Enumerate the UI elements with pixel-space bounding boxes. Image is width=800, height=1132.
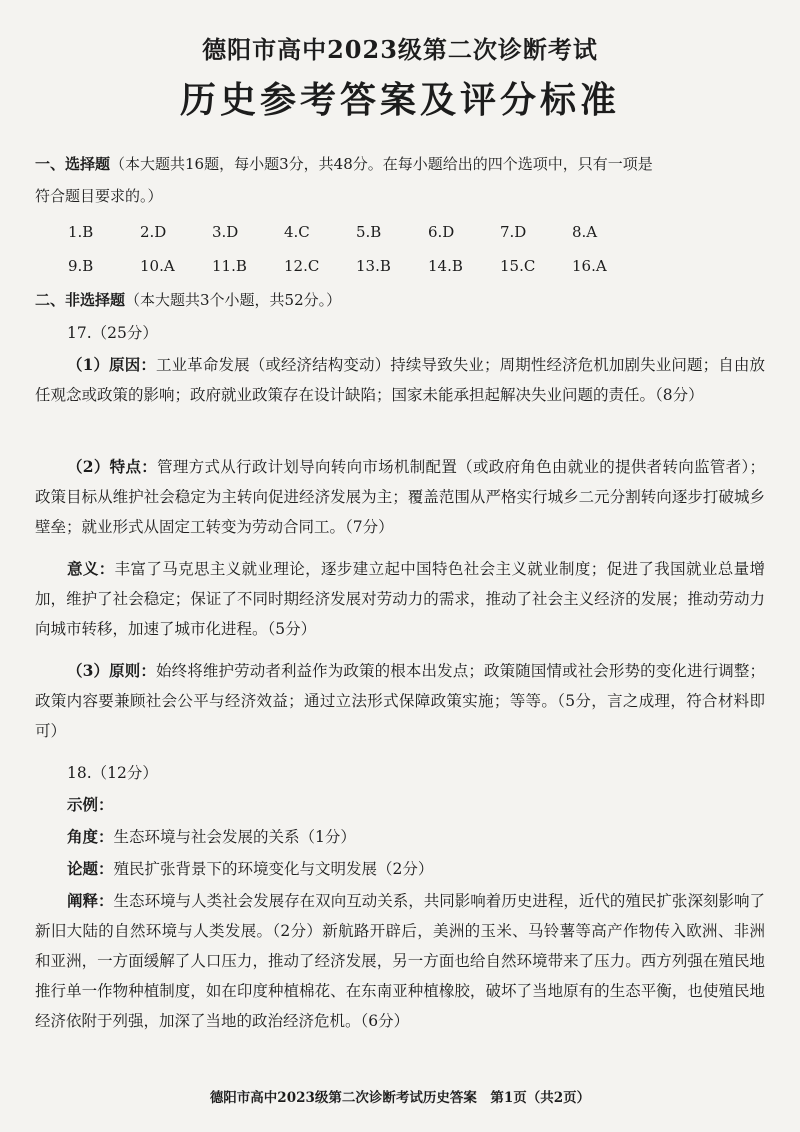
q17-part3-note: （5分，言之成理，符合材料即可） bbox=[35, 692, 765, 740]
answer-item: 10.A bbox=[140, 257, 175, 275]
q18-thesis bbox=[35, 854, 765, 884]
q17-part3-label: （3）原则： bbox=[67, 661, 156, 680]
q17-significance-text: 丰富了马克思主义就业理论，逐步建立起中国特色社会主义就业制度；促进了我国就业总量增加，维护了社会稳定；保证了不同时期经济发展对劳动力的需求，推动了社会主义经济的发展；推动劳动力向城市转移，加速了城市化进程。（5分） bbox=[35, 560, 765, 638]
q17-part2-label: （2）特点： bbox=[67, 457, 158, 476]
q17-significance-label: 意义： bbox=[67, 559, 115, 578]
q17-part2-text: 管理方式从行政计划导向转向市场机制配置（或政府角色由就业的提供者转向监管者）；政策目标从维护社会稳定为主转向促进经济发展为主；覆盖范围从严格实行城乡二元分割转向逐步打破城乡壁垒；就业形式从固定工转变为劳动合同工。（7分） bbox=[35, 458, 765, 536]
answer-item: 15.C bbox=[500, 257, 536, 275]
answer-item: 13.B bbox=[356, 257, 391, 275]
answer-item: 12.C bbox=[284, 257, 320, 275]
q17-part1 bbox=[35, 350, 765, 410]
answer-item: 14.B bbox=[428, 257, 463, 275]
answer-grid bbox=[68, 215, 644, 283]
answer-item: 16.A bbox=[572, 257, 607, 275]
answer-item: 5.B bbox=[356, 223, 382, 241]
exam-title: 德阳市高中2023级第二次诊断考试 bbox=[202, 35, 598, 64]
answer-item: 11.B bbox=[212, 257, 247, 275]
q17-part2 bbox=[35, 452, 765, 542]
q18-thesis-label: 论题： bbox=[67, 859, 114, 878]
q17-part1-label: （1）原因： bbox=[67, 355, 156, 374]
q17-part3 bbox=[35, 656, 765, 746]
document-title: 历史参考答案及评分标准 bbox=[179, 79, 620, 121]
q17-part1-text: 工业革命发展（或经济结构变动）持续导致失业；周期性经济危机加剧失业问题；自由放任观念或政策的影响；政府就业政策存在设计缺陷；国家未能承担起解决失业问题的责任。（8分） bbox=[35, 356, 765, 404]
section1-desc-line2: 符合题目要求的。） bbox=[35, 187, 163, 205]
answer-item: 2.D bbox=[140, 223, 167, 241]
q18-explanation-text: 生态环境与人类社会发展存在双向互动关系，共同影响着历史进程，近代的殖民扩张深刻影响了新旧大陆的自然环境与人类发展。（2分）新航路开辟后，美洲的玉米、马铃薯等高产作物传入欧洲、非洲和亚洲，一方面缓解了人口压力，推动了经济发展，另一方面也给自然环境带来了压力。西方列强在殖民地推行单一作物种植制度，如在印度种植棉花、在东南亚种植橡胶，破坏了当地原有的生态平衡，也使殖民地经济依附于列强，加深了当地的政治经济危机。（6分） bbox=[35, 892, 765, 1030]
section1-heading: 一、选择题 bbox=[35, 155, 111, 173]
q18-explanation-label: 阐释： bbox=[67, 891, 114, 910]
answer-row-1 bbox=[68, 215, 644, 249]
answer-item: 6.D bbox=[428, 223, 455, 241]
q18-angle-label: 角度： bbox=[67, 827, 114, 846]
section2-heading: 二、非选择题 bbox=[35, 291, 126, 309]
section1-desc-line1: （本大题共16题，每小题3分，共48分。在每小题给出的四个选项中，只有一项是 bbox=[110, 155, 653, 173]
q18-thesis-text: 殖民扩张背景下的环境变化与文明发展（2分） bbox=[113, 860, 434, 878]
q18-explanation bbox=[35, 886, 765, 1036]
section1-intro bbox=[35, 148, 765, 212]
section2-desc: （本大题共3个小题，共52分。） bbox=[125, 291, 342, 309]
q17-part3-text: 始终将维护劳动者利益作为政策的根本出发点；政策随国情或社会形势的变化进行调整；政策内容要兼顾社会公平与经济效益；通过立法形式保障政策实施；等等。 bbox=[35, 662, 765, 710]
answer-item: 3.D bbox=[212, 223, 239, 241]
answer-item: 1.B bbox=[68, 223, 94, 241]
q17-significance bbox=[35, 554, 765, 644]
q17-title: 17.（25分） bbox=[67, 324, 158, 342]
answer-row-2 bbox=[68, 249, 644, 283]
page-footer: 德阳市高中2023级第二次诊断考试历史答案 第1页（共2页） bbox=[209, 1090, 591, 1106]
section2-intro bbox=[35, 284, 765, 316]
answer-item: 7.D bbox=[500, 223, 527, 241]
answer-item: 8.A bbox=[572, 223, 598, 241]
q18-example-label: 示例： bbox=[67, 795, 114, 814]
q18-angle bbox=[35, 822, 765, 852]
answer-item: 4.C bbox=[284, 223, 310, 241]
answer-item: 9.B bbox=[68, 257, 94, 275]
q18-angle-text: 生态环境与社会发展的关系（1分） bbox=[113, 828, 356, 846]
q18-example bbox=[35, 790, 765, 820]
q18-title: 18.（12分） bbox=[67, 764, 158, 782]
